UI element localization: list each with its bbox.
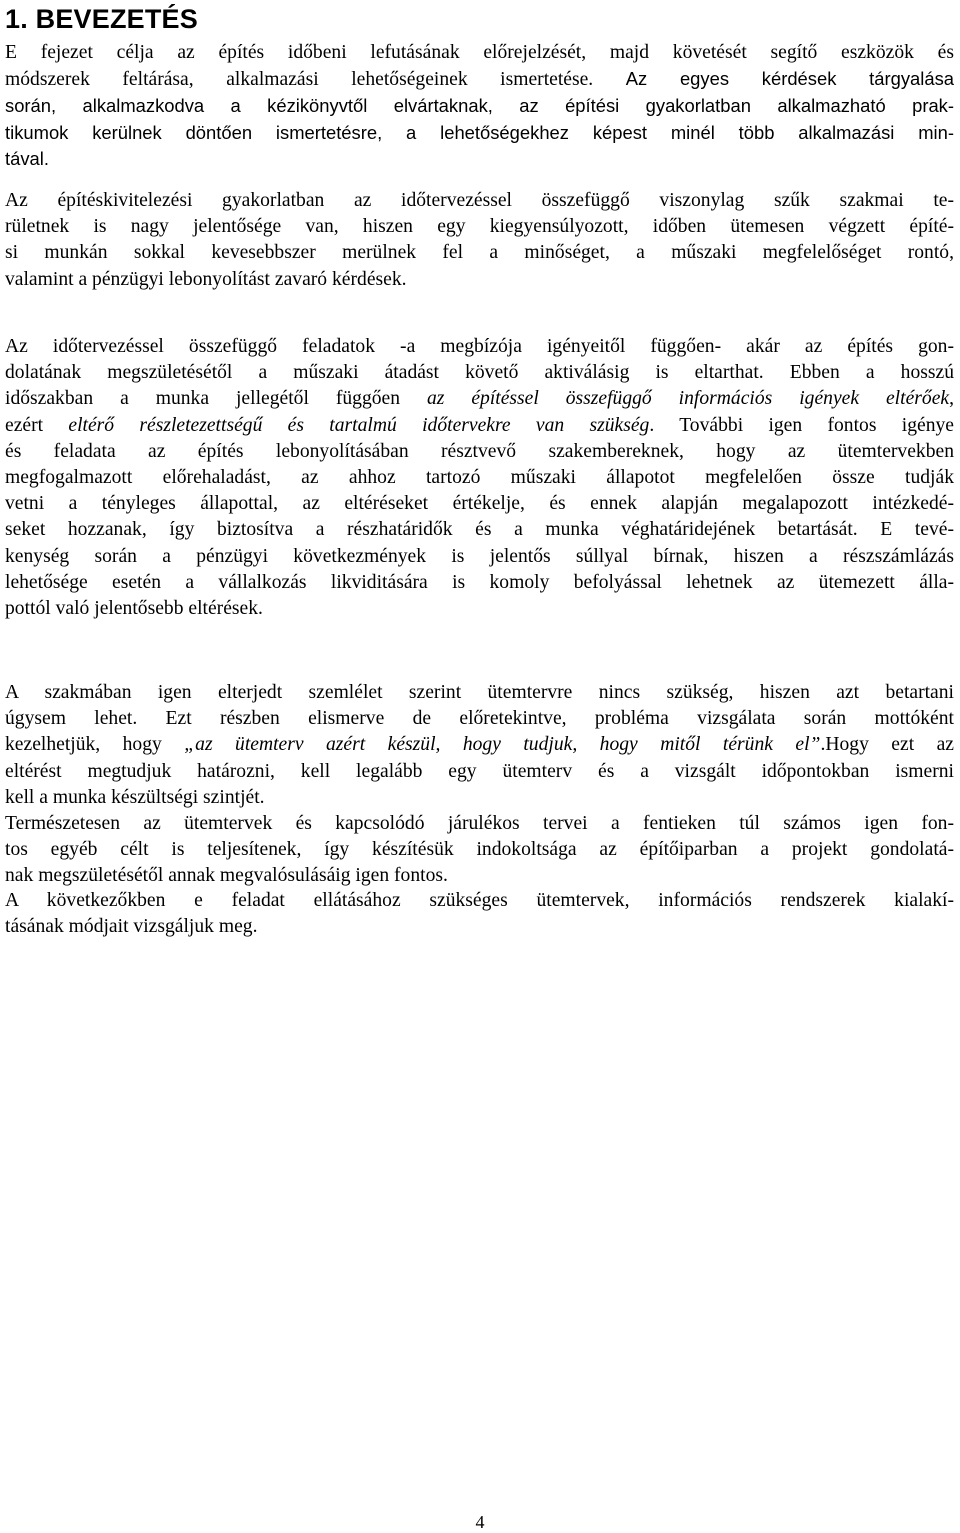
paragraph-tasks (5, 334, 954, 622)
text-line: tásának módjait vizsgáljuk meg. (5, 916, 258, 938)
emphasis: az építéssel összefüggő információs igények eltérőek (426, 388, 950, 410)
text-span: , (949, 388, 954, 410)
text-line: és feladata az építés lebonyolításában résztvevő szakembereknek, hogy az ütemtervekben (5, 440, 954, 462)
chapter-heading: 1. BEVEZETÉS (5, 4, 198, 34)
text-span: időszakban a munka jellegétől függően (5, 388, 427, 410)
text-line (5, 413, 954, 439)
text-line: seket hozzanak, így biztosítva a részhatáridők és a munka véghatáridejének betartását. E tevé- (5, 519, 954, 541)
text-span: kezelhetjük, hogy (5, 734, 185, 756)
text-line: kell a munka készültségi szintjét. (5, 786, 265, 808)
text-line (5, 386, 954, 412)
text-line: kenység során a pénzügyi következmények is jelentős súllyal bírnak, hiszen a részszámlázás (5, 545, 954, 567)
text-span: .Hogy ezt az (820, 734, 954, 756)
text-line: tos egyéb célt is teljesítenek, így készítésük indokoltsága az építőiparban a projekt gondolatá- (5, 839, 954, 861)
text-line: lehetősége esetén a vállalkozás likviditására is komoly befolyással lehetnek az ütemezett álla- (5, 571, 954, 593)
text-line: során, alkalmazkodva a kézikönyvtől elvártaknak, az építési gyakorlatban alkalmazható prak- (5, 95, 954, 117)
text-line: tikumok kerülnek döntően ismertetésre, a lehetőségekhez képest minél több alkalmazási min- (5, 121, 954, 143)
text-line: úgysem lehet. Ezt részben elismerve de előretekintve, probléma vizsgálata során mottóként (5, 708, 954, 730)
text-span: . További igen fontos igénye (649, 414, 955, 436)
text-line: tával. (5, 147, 49, 169)
text-line: A következőkben e feladat ellátásához szükséges ütemtervek, információs rendszerek kialakí- (5, 890, 954, 911)
text-line: nak megszületésétől annak megvalósulásáig igen fontos. (5, 865, 448, 887)
text-line: eltérést megtudjuk határozni, kell legalább egy ütemterv és a vizsgált időpontokban ismerni (5, 760, 954, 782)
paragraph-practice (5, 188, 954, 293)
text-span: Az egyes kérdések tárgyalása (625, 68, 954, 90)
text-line: E fejezet célja az építés időbeni lefutásának előrejelzését, majd követését segítő eszközök és (5, 42, 954, 63)
text-span: módszerek feltárása, alkalmazási lehetőségeinek ismertetése. (5, 69, 594, 91)
text-line: si munkán sokkal kevesebbszer merülnek fel a minőséget, a műszaki megfelelőséget rontó, (5, 242, 954, 264)
text-line: valamint a pénzügyi lebonyolítást zavaró kérdések. (5, 268, 407, 290)
paragraph-outlook (5, 888, 954, 940)
text-line: dolatának megszületésétől a műszaki átadást követő aktiválásig is eltarthat. Ebben a hosszú (5, 362, 954, 384)
emphasis: eltérő részletezettségű és tartalmú időtervekre van szükség (68, 414, 650, 436)
text-line: rületnek is nagy jelentősége van, hiszen egy kiegyensúlyozott, időben ütemesen végzett építé- (5, 216, 954, 238)
text-line: Az építéskivitelezési gyakorlatban az időtervezéssel összefüggő viszonylag szűk szakmai te- (5, 190, 954, 211)
text-line (5, 732, 954, 758)
emphasis-quote: „az ütemterv azért készül, hogy tudjuk, hogy mitől térünk el” (184, 734, 821, 756)
paragraph-schedule-motto (5, 680, 954, 811)
paragraph-other-goals (5, 811, 954, 890)
text-line: vetni a tényleges állapottal, az eltéréseket értékelje, és ennek alapján megalapozott intézkedé- (5, 493, 954, 515)
text-line: Az időtervezéssel összefüggő feladatok -a megbízója igényeitől függően- akár az építés gon- (5, 336, 954, 357)
paragraph-intro (5, 40, 954, 172)
text-line: Természetesen az ütemtervek és kapcsolódó járulékos tervei a fentieken túl számos igen fon- (5, 813, 954, 834)
text-line: megfogalmazott előrehaladást, az ahhoz tartozó műszaki állapotot megfelelően össze tudják (5, 467, 954, 489)
text-line: A szakmában igen elterjedt szemlélet szerint ütemtervre nincs szükség, hiszen azt betartani (5, 682, 954, 703)
text-line: pottól való jelentősebb eltérések. (5, 598, 263, 620)
text-span: ezért (5, 414, 69, 436)
text-line (5, 66, 954, 93)
page-number: 4 (475, 1512, 485, 1532)
